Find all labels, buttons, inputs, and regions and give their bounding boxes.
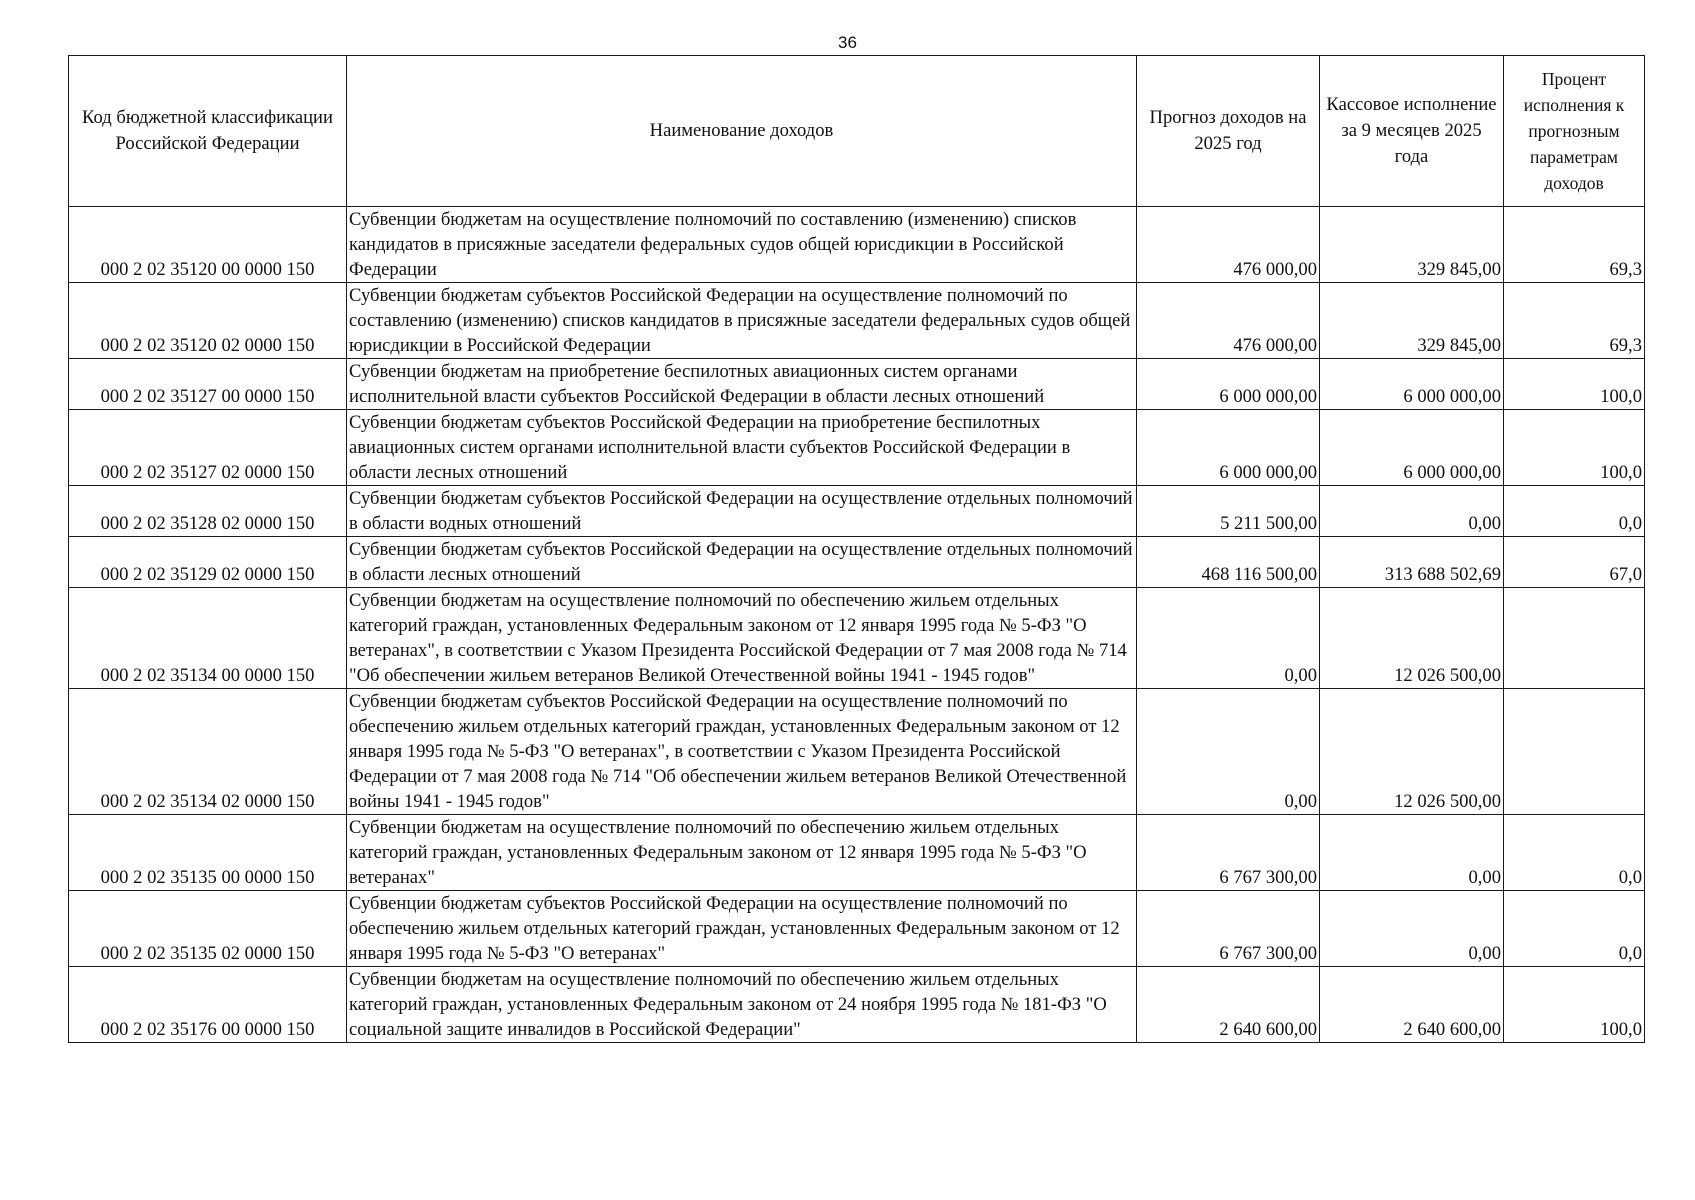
table-row	[69, 207, 1645, 283]
row-code: 000 2 02 35129 02 0000 150	[69, 537, 347, 588]
row-code: 000 2 02 35127 02 0000 150	[69, 410, 347, 486]
row-percent: 69,3	[1504, 283, 1645, 359]
table-row	[69, 537, 1645, 588]
table-row	[69, 359, 1645, 410]
row-executed: 0,00	[1320, 891, 1504, 967]
row-percent: 69,3	[1504, 207, 1645, 283]
row-percent: 100,0	[1504, 410, 1645, 486]
table-row	[69, 891, 1645, 967]
row-executed: 0,00	[1320, 815, 1504, 891]
row-executed: 329 845,00	[1320, 283, 1504, 359]
row-forecast: 6 000 000,00	[1137, 359, 1320, 410]
row-forecast: 0,00	[1137, 689, 1320, 815]
row-forecast: 0,00	[1137, 588, 1320, 689]
row-code: 000 2 02 35128 02 0000 150	[69, 486, 347, 537]
row-executed: 329 845,00	[1320, 207, 1504, 283]
row-percent	[1504, 689, 1645, 815]
header-forecast: Прогноз доходов на 2025 год	[1137, 56, 1320, 207]
row-percent: 100,0	[1504, 359, 1645, 410]
row-percent: 67,0	[1504, 537, 1645, 588]
row-code: 000 2 02 35120 00 0000 150	[69, 207, 347, 283]
row-code: 000 2 02 35135 02 0000 150	[69, 891, 347, 967]
row-code: 000 2 02 35134 02 0000 150	[69, 689, 347, 815]
table-row	[69, 588, 1645, 689]
row-name: Субвенции бюджетам субъектов Российской Федерации на осуществление отдельных полномочий в области водных отношений	[347, 486, 1137, 537]
row-forecast: 476 000,00	[1137, 207, 1320, 283]
header-percent: Процент исполнения к прогнозным параметрам доходов	[1504, 56, 1645, 207]
row-percent: 0,0	[1504, 815, 1645, 891]
row-forecast: 468 116 500,00	[1137, 537, 1320, 588]
table-header-row	[69, 56, 1645, 207]
row-name: Субвенции бюджетам субъектов Российской Федерации на приобретение беспилотных авиационных систем органами исполнительной власти субъектов Российской Федерации в области лесных отношений	[347, 410, 1137, 486]
row-percent: 100,0	[1504, 967, 1645, 1043]
row-name: Субвенции бюджетам субъектов Российской Федерации на осуществление полномочий по составлению (изменению) списков кандидатов в присяжные заседатели федеральных судов общей юрисдикции в Российской Федерации	[347, 283, 1137, 359]
table-row	[69, 967, 1645, 1043]
row-forecast: 6 767 300,00	[1137, 815, 1320, 891]
row-executed: 6 000 000,00	[1320, 410, 1504, 486]
row-name: Субвенции бюджетам субъектов Российской Федерации на осуществление отдельных полномочий в области лесных отношений	[347, 537, 1137, 588]
row-name: Субвенции бюджетам на осуществление полномочий по обеспечению жильем отдельных категорий граждан, установленных Федеральным законом от 24 ноября 1995 года № 181-ФЗ "О социальной защите инвалидов в Российской Федерации"	[347, 967, 1137, 1043]
row-name: Субвенции бюджетам на осуществление полномочий по составлению (изменению) списков кандидатов в присяжные заседатели федеральных судов общей юрисдикции в Российской Федерации	[347, 207, 1137, 283]
row-executed: 12 026 500,00	[1320, 689, 1504, 815]
table-row	[69, 689, 1645, 815]
row-forecast: 2 640 600,00	[1137, 967, 1320, 1043]
table-row	[69, 283, 1645, 359]
row-executed: 2 640 600,00	[1320, 967, 1504, 1043]
table-row	[69, 815, 1645, 891]
header-code: Код бюджетной классификации Российской Федерации	[69, 56, 347, 207]
row-name: Субвенции бюджетам субъектов Российской Федерации на осуществление полномочий по обеспечению жильем отдельных категорий граждан, установленных Федеральным законом от 12 января 1995 года № 5-ФЗ "О ветеранах"	[347, 891, 1137, 967]
header-executed: Кассовое исполнение за 9 месяцев 2025 года	[1320, 56, 1504, 207]
budget-revenue-table	[68, 55, 1645, 1043]
table-row	[69, 486, 1645, 537]
row-executed: 6 000 000,00	[1320, 359, 1504, 410]
header-name: Наименование доходов	[347, 56, 1137, 207]
row-forecast: 5 211 500,00	[1137, 486, 1320, 537]
row-percent: 0,0	[1504, 486, 1645, 537]
row-code: 000 2 02 35127 00 0000 150	[69, 359, 347, 410]
row-percent	[1504, 588, 1645, 689]
row-forecast: 6 000 000,00	[1137, 410, 1320, 486]
row-code: 000 2 02 35176 00 0000 150	[69, 967, 347, 1043]
row-name: Субвенции бюджетам на осуществление полномочий по обеспечению жильем отдельных категорий граждан, установленных Федеральным законом от 12 января 1995 года № 5-ФЗ "О ветеранах"	[347, 815, 1137, 891]
row-executed: 313 688 502,69	[1320, 537, 1504, 588]
row-percent: 0,0	[1504, 891, 1645, 967]
page-number: 36	[838, 33, 857, 52]
row-forecast: 6 767 300,00	[1137, 891, 1320, 967]
row-name: Субвенции бюджетам на приобретение беспилотных авиационных систем органами исполнительной власти субъектов Российской Федерации в области лесных отношений	[347, 359, 1137, 410]
row-forecast: 476 000,00	[1137, 283, 1320, 359]
row-code: 000 2 02 35120 02 0000 150	[69, 283, 347, 359]
row-name: Субвенции бюджетам субъектов Российской Федерации на осуществление полномочий по обеспечению жильем отдельных категорий граждан, установленных Федеральным законом от 12 января 1995 года № 5-ФЗ "О ветеранах", в соответствии с Указом Президента Российской Федерации от 7 мая 2008 года № 714 "Об обеспечении жильем ветеранов Великой Отечественной войны 1941 - 1945 годов"	[347, 689, 1137, 815]
row-name: Субвенции бюджетам на осуществление полномочий по обеспечению жильем отдельных категорий граждан, установленных Федеральным законом от 12 января 1995 года № 5-ФЗ "О ветеранах", в соответствии с Указом Президента Российской Федерации от 7 мая 2008 года № 714 "Об обеспечении жильем ветеранов Великой Отечественной войны 1941 - 1945 годов"	[347, 588, 1137, 689]
row-executed: 12 026 500,00	[1320, 588, 1504, 689]
row-executed: 0,00	[1320, 486, 1504, 537]
table-row	[69, 410, 1645, 486]
row-code: 000 2 02 35135 00 0000 150	[69, 815, 347, 891]
row-code: 000 2 02 35134 00 0000 150	[69, 588, 347, 689]
